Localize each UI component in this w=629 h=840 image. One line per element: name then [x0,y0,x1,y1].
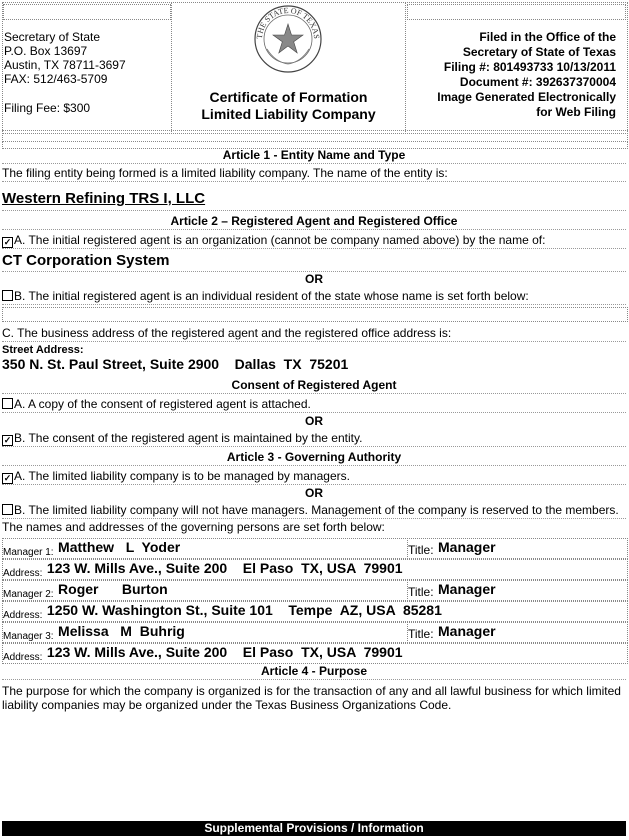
stamp-line: Filing #: 801493733 10/13/2011 [443,60,616,74]
state-seal [253,4,323,74]
manager-name: Matthew L Yoder [58,539,181,555]
manager-row [2,580,408,601]
article3-option-a-text: A. The limited liability company is to be managed by managers. [14,469,350,483]
title-label: Title: [408,585,434,599]
stamp-line: for Web Filing [536,105,616,119]
article4-heading: Article 4 - Purpose [2,664,626,680]
sos-line: Secretary of State [4,30,101,44]
article2-option-b-text: B. The initial registered agent is an individual resident of the state whose name is set forth below: [14,289,529,303]
article3-option-a [2,469,626,485]
checkbox-unchecked[interactable] [2,504,13,515]
article2-heading: Article 2 – Registered Agent and Registered Office [2,214,626,230]
header-right-topbar [407,4,626,20]
consent-heading: Consent of Registered Agent [2,378,626,394]
stamp-line: Document #: 392637370004 [459,75,616,89]
address-row [2,559,628,580]
article2-option-b [2,289,626,305]
article2-option-c: C. The business address of the registered agent and the registered office address is: [2,326,626,342]
form-title-line: Certificate of Formation [209,89,368,105]
sos-line: FAX: 512/463-5709 [4,72,108,86]
consent-option-a-text: A. A copy of the consent of registered agent is attached. [14,397,311,411]
manager-address: 123 W. Mills Ave., Suite 200 El Paso TX, USA 79901 [46,560,403,576]
article3-option-b [2,503,626,519]
title-label: Title: [408,543,434,557]
manager-label: Manager 2: [3,589,54,600]
manager-row [2,538,408,559]
entity-name: Western Refining TRS I, LLC [2,190,206,207]
manager-title: Manager [438,581,496,597]
checkbox-unchecked[interactable] [2,290,13,301]
checkbox-checked[interactable]: ✓ [3,435,12,445]
or-separator: OR [305,414,323,428]
article3-option-b-text: B. The limited liability company will not have managers. Management of the company is reserved to the members. [14,503,619,517]
manager-title-cell [407,538,628,559]
individual-agent-field [2,307,628,322]
header-left-topbar [3,4,171,20]
entity-name-field [2,186,626,211]
checkbox-unchecked[interactable] [2,398,13,409]
form-title [171,89,406,123]
consent-option-a [2,397,626,413]
article4-text: The purpose for which the company is organized is for the transaction of any and all lawful business for which limited liability companies may be organized under the Texas Business Organizations Code. [2,684,621,712]
checkbox-checked[interactable]: ✓ [3,473,12,483]
manager-name: Roger Burton [58,581,168,597]
title-label: Title: [408,627,434,641]
street-address-block [2,344,626,376]
form-title-line: Limited Liability Company [201,106,376,122]
manager-title-cell [407,622,628,643]
manager-title-cell [407,580,628,601]
street-address: 350 N. St. Paul Street, Suite 2900 Dallas TX 75201 [2,356,349,372]
manager-name: Melissa M Buhrig [58,623,185,639]
manager-title: Manager [438,623,496,639]
manager-row [2,622,408,643]
article2-option-a [2,233,626,249]
filing-stamp [406,30,616,120]
checkbox-checked[interactable]: ✓ [3,237,12,247]
sos-line: Austin, TX 78711-3697 [4,58,126,72]
filing-fee: Filing Fee: $300 [4,101,91,115]
manager-address: 1250 W. Washington St., Suite 101 Tempe AZ, USA 85281 [46,602,442,618]
article3-heading: Article 3 - Governing Authority [2,450,626,466]
stamp-line: Secretary of State of Texas [462,45,616,59]
address-label: Address: [3,652,43,663]
address-label: Address: [3,568,43,579]
stamp-line: Filed in the Office of the [479,30,616,44]
agent-name: CT Corporation System [2,252,626,272]
address-label: Address: [3,610,43,621]
star-icon [273,24,303,53]
consent-option-b [2,431,626,447]
stamp-line: Image Generated Electronically [437,90,616,104]
manager-title: Manager [438,539,496,555]
seal-text: THE STATE OF TEXAS [254,5,322,40]
article1-heading: Article 1 - Entity Name and Type [2,148,626,164]
article2-option-a-text: A. The initial registered agent is an organization (cannot be company named above) by the name of: [14,233,546,247]
manager-address: 123 W. Mills Ave., Suite 200 El Paso TX, USA 79901 [46,644,403,660]
manager-label: Manager 1: [3,547,54,558]
sos-address [4,30,126,86]
article1-text: The filing entity being formed is a limited liability company. The name of the entity is: [2,166,626,182]
or-separator: OR [305,486,323,500]
or-separator: OR [305,272,323,286]
supplemental-heading: Supplemental Provisions / Information [2,821,626,836]
address-row [2,643,628,664]
address-row [2,601,628,622]
manager-label: Manager 3: [3,631,54,642]
sos-line: P.O. Box 13697 [4,44,88,58]
street-label: Street Address: [2,344,84,356]
governing-intro: The names and addresses of the governing persons are set forth below: [2,520,385,534]
consent-option-b-text: B. The consent of the registered agent is maintained by the entity. [14,431,363,445]
